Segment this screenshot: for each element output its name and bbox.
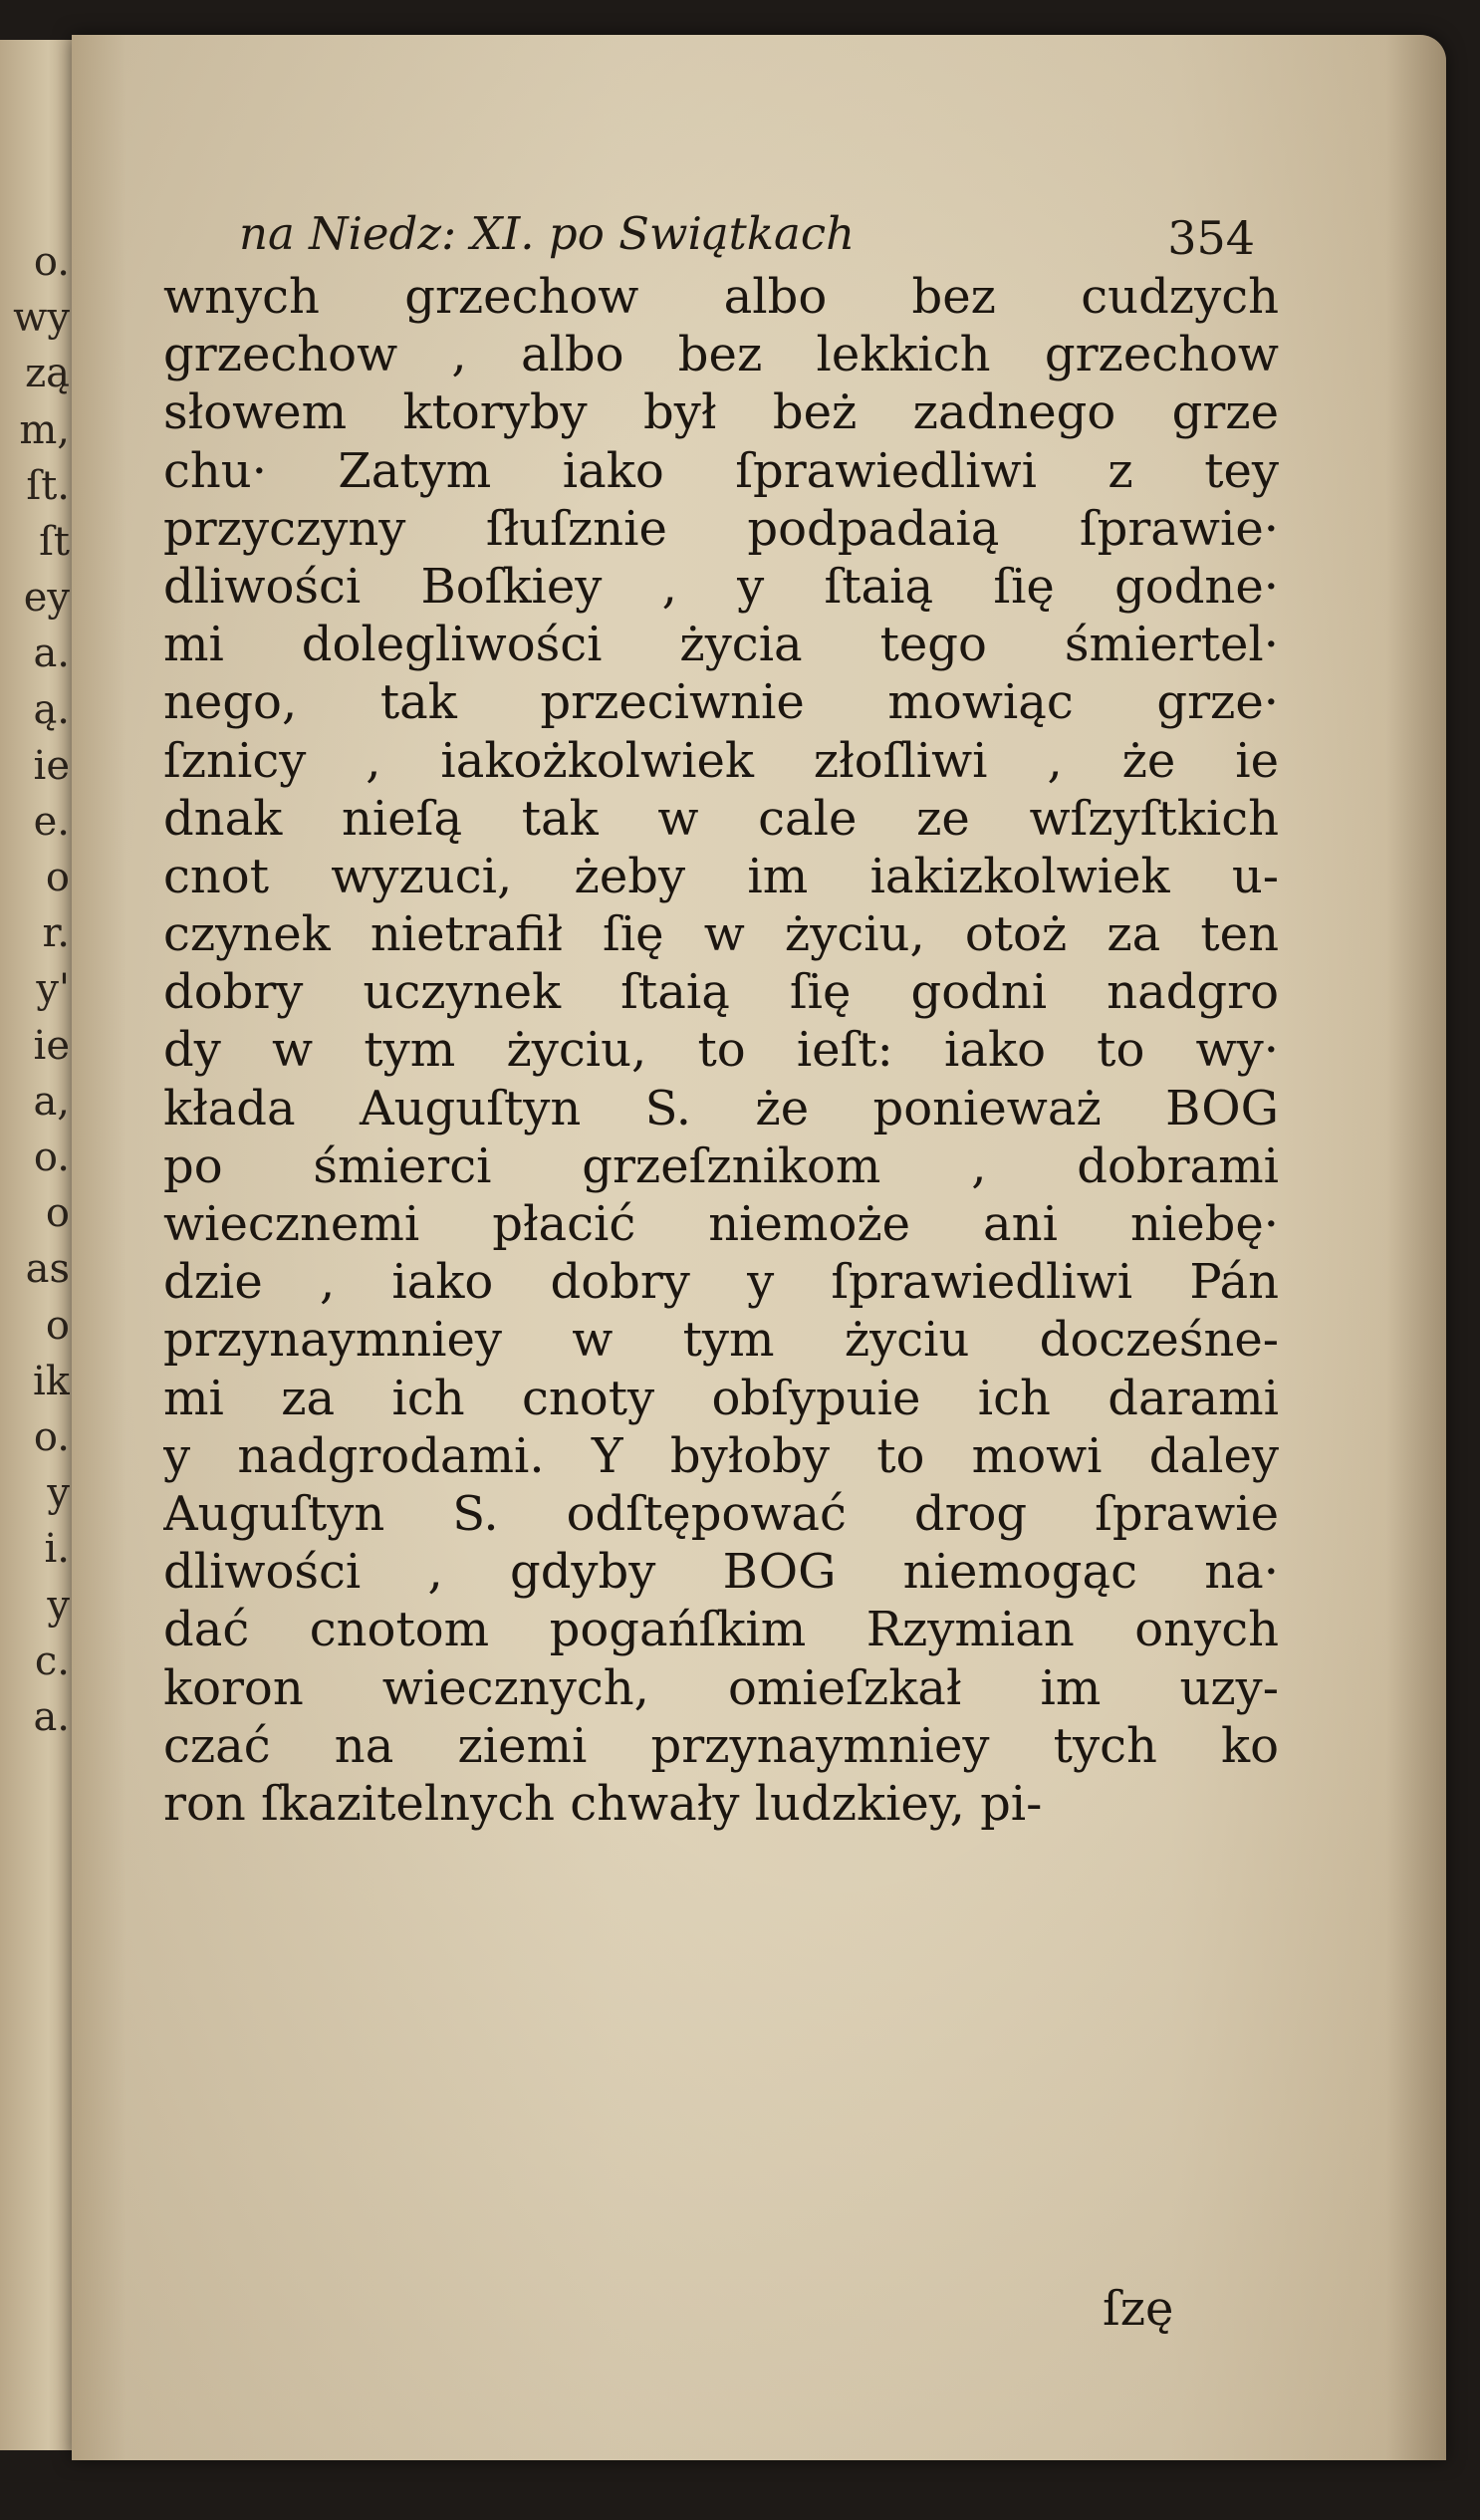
previous-page-fragment: o. <box>33 239 70 285</box>
text-line: Auguſtyn S. odſtępować drog ſprawie <box>163 1485 1279 1542</box>
text-line: ſznicy , iakożkolwiek złoſliwi , że ie <box>163 732 1279 789</box>
previous-page-fragment: o <box>45 1190 70 1237</box>
running-title: na Niedz: XI. po Swiątkach <box>239 207 856 260</box>
previous-page-fragment: as <box>25 1246 70 1293</box>
text-line: dzie , iako dobry y ſprawiedliwi Pán <box>163 1254 1279 1311</box>
text-line: dliwości , gdyby BOG niemogąc na· <box>163 1544 1279 1601</box>
previous-page-fragment: m, <box>19 406 70 453</box>
previous-page-fragment: y <box>47 1470 70 1517</box>
book-page <box>72 35 1446 2460</box>
page-number: 354 <box>1167 211 1255 265</box>
text-line: grzechow , albo bez lekkich grzechow <box>163 327 1279 383</box>
text-line: przynaymniey w tym życiu docześne- <box>163 1312 1279 1369</box>
page-header <box>239 199 1255 269</box>
previous-page-fragment: ſt <box>39 518 70 565</box>
previous-page-fragment: y <box>47 1582 70 1629</box>
text-line: chu· Zatym iako ſprawiedliwi z tey <box>163 442 1279 499</box>
text-line: wiecznemi płacić niemoże ani niebę· <box>163 1196 1279 1252</box>
previous-page-fragment: y' <box>36 966 70 1013</box>
text-line: koron wiecznych, omieſzkał im uzy- <box>163 1659 1279 1716</box>
text-line: czynek nietrafił ſię w życiu, otoż za ten <box>163 906 1279 963</box>
text-line: cnot wyzuci, żeby im iakizkolwiek u- <box>163 848 1279 904</box>
previous-page-fragment: ie <box>33 742 70 789</box>
text-line: dać cnotom pogańſkim Rzymian onych <box>163 1602 1279 1658</box>
previous-page-fragment: ą. <box>33 686 70 733</box>
previous-page-fragment: o. <box>33 1413 70 1460</box>
text-line: słowem ktoryby był beż zadnego grze <box>163 384 1279 441</box>
text-line: czać na ziemi przynaymniey tych ko <box>163 1717 1279 1774</box>
previous-page-fragment: o <box>45 1302 70 1349</box>
previous-page-fragment: a. <box>33 1693 70 1740</box>
previous-page-fragment: c. <box>34 1638 70 1684</box>
text-line: po śmierci grzeſznikom , dobrami <box>163 1137 1279 1194</box>
text-line: dobry uczynek ſtaią ſię godni nadgro <box>163 964 1279 1021</box>
previous-page-fragment: o <box>45 855 70 901</box>
text-line: dy w tym życiu, to ieſt: iako to wy· <box>163 1022 1279 1079</box>
previous-page-fragment: a. <box>33 630 70 677</box>
text-line: dnak nieſą tak w cale ze wſzyſtkich <box>163 790 1279 847</box>
previous-page-fragment: e. <box>33 798 70 845</box>
previous-page-fragment: ſt. <box>26 462 70 509</box>
text-line: mi za ich cnoty obſypuie ich darami <box>163 1370 1279 1426</box>
previous-page-fragment: a, <box>33 1078 70 1125</box>
previous-page-fragment: o. <box>33 1134 70 1180</box>
previous-page-fragment: ey <box>23 575 70 622</box>
previous-page-edge <box>0 40 80 2450</box>
text-line: kłada Auguſtyn S. że ponieważ BOG <box>163 1080 1279 1136</box>
text-line: mi dolegliwości życia tego śmiertel· <box>163 617 1279 673</box>
catchword: ſzę <box>1103 2281 1174 2337</box>
previous-page-fragment: ie <box>33 1022 70 1069</box>
text-line: y nadgrodami. Y byłoby to mowi daley <box>163 1427 1279 1484</box>
previous-page-fragment: ik <box>32 1358 70 1404</box>
previous-page-fragments <box>0 234 70 1745</box>
text-line: nego, tak przeciwnie mowiąc grze· <box>163 674 1279 731</box>
text-line: wnych grzechow albo bez cudzych <box>163 269 1279 325</box>
previous-page-fragment: wy <box>13 295 70 342</box>
previous-page-fragment: r. <box>42 910 70 957</box>
previous-page-fragment: i. <box>44 1526 70 1573</box>
text-line: dliwości Boſkiey , y ſtaią ſię godne· <box>163 558 1279 615</box>
text-line: przyczyny ſłuſznie podpadaią ſprawie· <box>163 500 1279 557</box>
previous-page-fragment: zą <box>25 351 70 397</box>
body-text <box>163 268 1279 1833</box>
text-line: ron ſkazitelnych chwały ludzkiey, pi- <box>163 1775 1043 1832</box>
